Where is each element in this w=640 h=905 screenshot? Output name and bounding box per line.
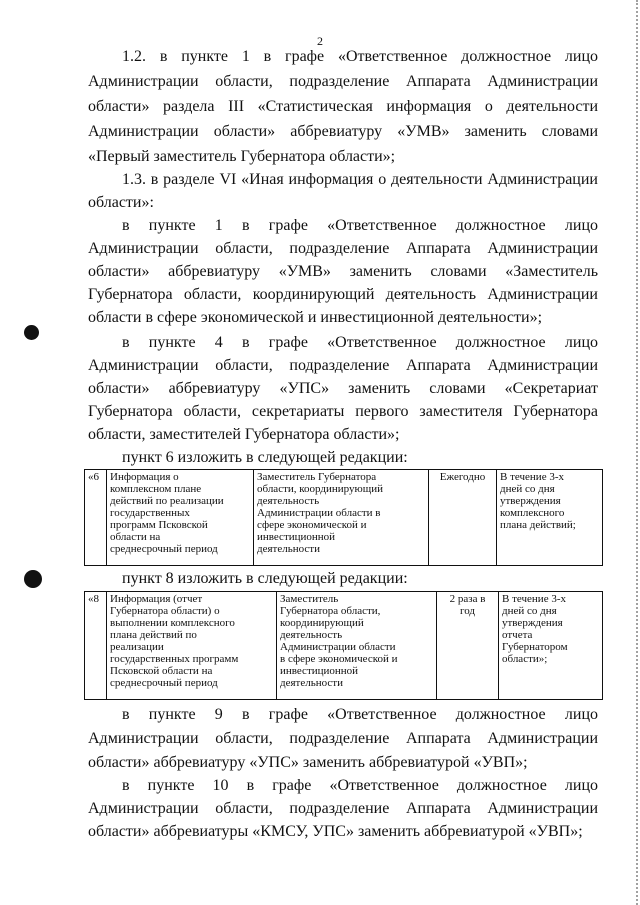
text-line: в пункте 1 в графе «Ответственное должностное лицо <box>122 217 598 234</box>
deadline-cell: В течение 3-х дней со дня утверждения отчета Губернатором области»; <box>499 592 603 700</box>
text-line: Администрации области, подразделение Аппарата Администрации <box>88 800 598 817</box>
text-line: области» аббревиатуру «УПС» заменить словами «Секретариат <box>88 380 598 397</box>
text-line: области» раздела III «Статистическая информация о деятельности <box>88 98 598 115</box>
responsible-cell: Заместитель Губернатора области, координирующий деятельность Администрации области в сфере экономической и инвестиционной деятельности <box>277 592 437 700</box>
text-line: Администрации области, подразделение Аппарата Администрации <box>88 357 598 374</box>
text-line: области» аббревиатуру «УМВ» заменить словами «Заместитель <box>88 263 598 280</box>
text-line: Администрации области, подразделение Аппарата Администрации <box>88 240 598 257</box>
scan-edge-dots <box>633 0 638 905</box>
table-row <box>85 592 603 700</box>
text-line: области» аббревиатуру «УПС» заменить аббревиатурой «УВП»; <box>88 754 528 771</box>
table-row <box>85 470 603 566</box>
text-line: Администрации области» аббревиатуру «УМВ» заменить словами <box>88 123 598 140</box>
deadline-cell: В течение 3-х дней со дня утверждения комплексного плана действий; <box>497 470 603 566</box>
table-item-6 <box>84 469 603 566</box>
table-item-8 <box>84 591 603 700</box>
text-line-intro-8: пункт 8 изложить в следующей редакции: <box>122 570 408 587</box>
text-line: области в сфере экономической и инвестиционной деятельности»; <box>88 309 543 326</box>
punch-hole-top <box>24 325 39 340</box>
text-line: Губернатора области, координирующий деятельность Администрации <box>88 286 598 303</box>
text-line: 1.3. в разделе VI «Иная информация о деятельности Администрации <box>122 171 598 188</box>
text-line: Администрации области, подразделение Аппарата Администрации <box>88 730 598 747</box>
text-line: в пункте 10 в графе «Ответственное должностное лицо <box>122 777 598 794</box>
info-cell: Информация о комплексном плане действий по реализации государственных программ Псковской области на среднесрочный период <box>107 470 254 566</box>
text-line: «Первый заместитель Губернатора области»; <box>88 148 396 165</box>
text-line: Губернатора области, секретариаты первого заместителя Губернатора <box>88 403 598 420</box>
text-line: области» аббревиатуры «КМСУ, УПС» заменить аббревиатурой «УВП»; <box>88 823 583 840</box>
info-cell: Информация (отчет Губернатора области) о выполнении комплексного плана действий по реализации государственных программ Псковской области на среднесрочный период <box>107 592 277 700</box>
text-line-intro-6: пункт 6 изложить в следующей редакции: <box>122 449 408 466</box>
text-line: области»: <box>88 194 154 211</box>
responsible-cell: Заместитель Губернатора области, координирующий деятельность Администрации области в сфере экономической и инвестиционной деятельности <box>254 470 429 566</box>
text-line: в пункте 9 в графе «Ответственное должностное лицо <box>122 706 598 723</box>
item-number: «6 <box>85 470 107 566</box>
frequency-cell: Ежегодно <box>429 470 497 566</box>
frequency-cell: 2 раза в год <box>437 592 499 700</box>
text-line: Администрации области, подразделение Аппарата Администрации <box>88 73 598 90</box>
text-line: 1.2. в пункте 1 в графе «Ответственное должностное лицо <box>122 48 598 65</box>
text-line: области, заместителей Губернатора области»; <box>88 426 400 443</box>
item-number: «8 <box>85 592 107 700</box>
text-line: в пункте 4 в графе «Ответственное должностное лицо <box>122 334 598 351</box>
punch-hole-bottom <box>24 570 42 588</box>
page-number: 2 <box>317 34 323 48</box>
